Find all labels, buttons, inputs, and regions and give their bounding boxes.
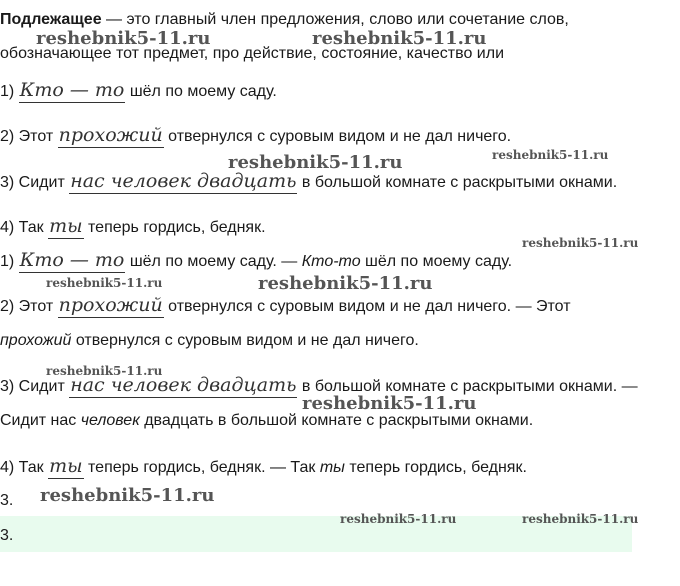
answer-3: 3) Сидит нас человек двадцать в большой комнате с раскрытыми окнами. — (0, 374, 638, 396)
answer-3-cont: Сидит нас человек двадцать в большой комнате с раскрытыми окнами. (0, 412, 534, 429)
example-3: 3) Сидит нас человек двадцать в большой комнате с раскрытыми окнами. (0, 170, 618, 192)
item-number-3: 3. (0, 492, 14, 509)
answer-2: 2) Этот прохожий отвернулся с суровым видом и не дал ничего. — Этот (0, 294, 571, 316)
example-1: 1) Кто — то шёл по моему саду. (0, 79, 277, 101)
watermark: reshebnik5-11.ru (228, 152, 403, 173)
answer-subject: ты (319, 459, 345, 476)
answer-4: 4) Так ты теперь гордись, бедняк. — Так ты теперь гордись, бедняк. (0, 455, 527, 477)
example-4: 4) Так ты теперь гордись, бедняк. (0, 215, 266, 237)
answer-subject: прохожий (0, 332, 72, 349)
handwritten-subject: ты (49, 215, 83, 237)
intro-line-1 (0, 10, 569, 30)
handwritten-subject: ты (49, 455, 83, 477)
watermark: reshebnik5-11.ru (522, 512, 639, 526)
watermark: reshebnik5-11.ru (522, 236, 639, 250)
handwritten-subject: Кто — то (19, 79, 125, 101)
watermark: reshebnik5-11.ru (40, 485, 215, 506)
intro-line-2: обозначающее тот предмет, про действие, состояние, качество или (0, 45, 505, 62)
watermark: reshebnik5-11.ru (36, 28, 211, 49)
term-subject: Подлежащее (0, 11, 102, 28)
handwritten-subject: прохожий (58, 294, 163, 316)
watermark: reshebnik5-11.ru (492, 148, 609, 162)
handwritten-subject: нас человек двадцать (70, 170, 297, 192)
watermark: reshebnik5-11.ru (46, 364, 163, 378)
watermark: reshebnik5-11.ru (312, 28, 487, 49)
handwritten-subject: нас человек двадцать (70, 374, 297, 396)
watermark: reshebnik5-11.ru (258, 273, 433, 294)
item-number-3-highlighted: 3. (0, 527, 14, 544)
watermark: reshebnik5-11.ru (340, 512, 457, 526)
example-2: 2) Этот прохожий отвернулся с суровым видом и не дал ничего. (0, 124, 512, 146)
handwritten-subject: Кто — то (19, 249, 125, 271)
intro-definition: — это главный член предложения, слово или сочетание слов, (101, 11, 569, 28)
watermark: reshebnik5-11.ru (302, 393, 477, 414)
watermark: reshebnik5-11.ru (46, 276, 163, 290)
handwritten-subject: прохожий (58, 124, 163, 146)
answer-subject: человек (80, 412, 140, 429)
answer-1: 1) Кто — то шёл по моему саду. — Кто-то шёл по моему саду. (0, 249, 513, 271)
answer-subject: Кто-то (301, 253, 361, 270)
answer-2-cont: прохожий отвернулся с суровым видом и не дал ничего. (0, 332, 419, 349)
